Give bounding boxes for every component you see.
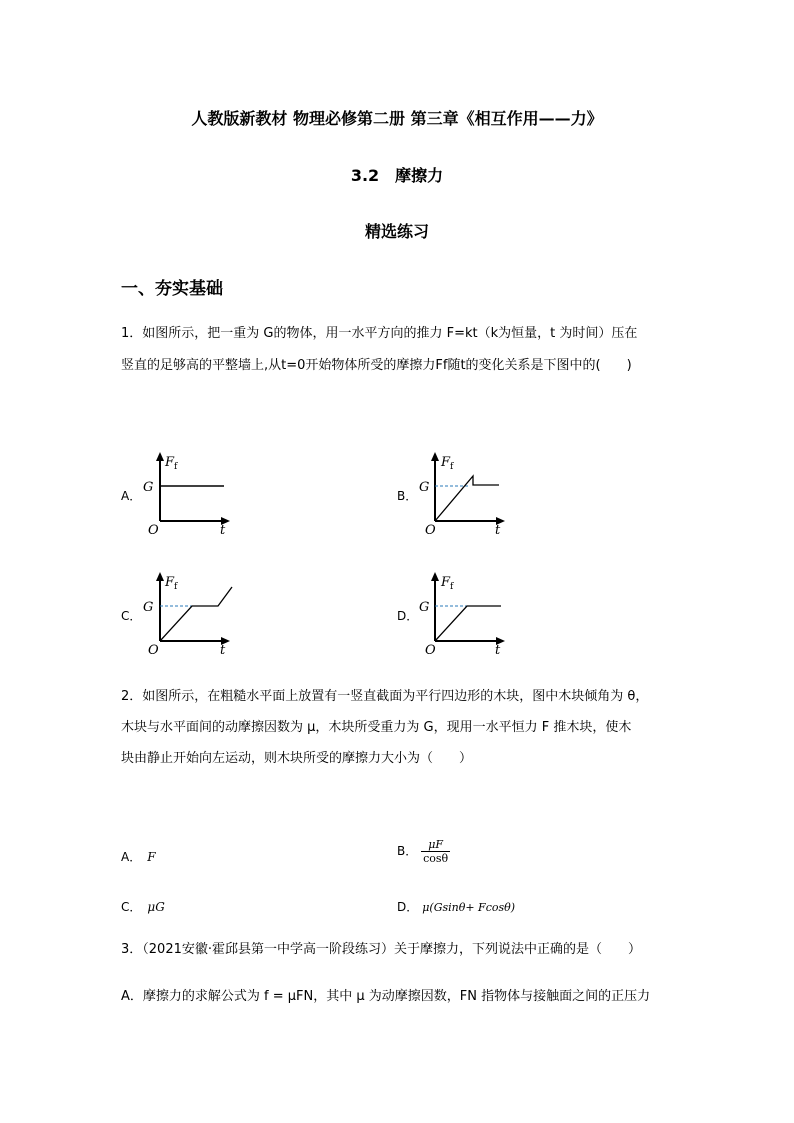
- q1-d-g: G: [419, 600, 430, 615]
- q1-option-b-label: B．: [397, 489, 418, 503]
- q1-c-line: [160, 587, 232, 641]
- q2-option-b-label: B．: [397, 844, 418, 858]
- q1-line1: 1．如图所示，把一重为 G的物体，用一水平方向的推力 F=kt（k为恒量，t 为时间）压在: [121, 326, 638, 341]
- part-heading: 一、夯实基础: [121, 279, 223, 299]
- q1-b-g: G: [419, 480, 430, 495]
- q1-option-a-label: A．: [121, 489, 142, 503]
- q2-option-c: [121, 898, 165, 915]
- q1-b-line: [435, 476, 499, 521]
- section-title: 3.2 摩擦力: [350, 166, 444, 185]
- q1-b-o: O: [425, 523, 436, 538]
- q1-c-g: G: [143, 600, 154, 615]
- q1-option-c-label: C．: [121, 609, 142, 623]
- q2-option-b: [397, 838, 450, 865]
- q1-d-line: [435, 606, 501, 641]
- q1-graph-a: [140, 445, 250, 540]
- q2-option-d: [397, 898, 515, 915]
- q2-line3: 块由静止开始向左运动，则木块所受的摩擦力大小为（ ）: [121, 751, 473, 766]
- q1-c-ff: $F_f$: [165, 575, 178, 592]
- q1-c-o: O: [148, 643, 159, 658]
- q1-a-t: t: [220, 523, 226, 538]
- q3-stem: 3．（2021安徽·霍邱县第一中学高一阶段练习）关于摩擦力，下列说法中正确的是（ ）: [121, 942, 641, 957]
- q1-c-t: t: [220, 643, 226, 658]
- q2-option-d-value: μ(Gsinθ+ Fcosθ): [422, 901, 516, 914]
- q2-option-a-label: A．: [121, 850, 142, 864]
- q2-option-c-value: μG: [147, 900, 165, 914]
- q2-option-a-value: F: [147, 850, 156, 864]
- q1-line2: 竖直的足够高的平整墙上,从t=0开始物体所受的摩擦力Ff随t的变化关系是下图中的( ): [121, 358, 632, 373]
- q1-b-ff: $F_f$: [441, 455, 454, 472]
- q2-option-b-numerator: μF: [421, 838, 450, 852]
- q2-option-b-denominator: cosθ: [423, 852, 449, 865]
- subtitle: 精选练习: [364, 222, 429, 241]
- q1-a-ff: $F_f$: [165, 455, 178, 472]
- q1-graph-d: [415, 565, 525, 660]
- q2-line2: 木块与水平面间的动摩擦因数为 μ，木块所受重力为 G，现用一水平恒力 F 推木块，使木: [121, 720, 632, 735]
- q2-line1: 2．如图所示，在粗糙水平面上放置有一竖直截面为平行四边形的木块，图中木块倾角为 θ，: [121, 689, 649, 704]
- q1-graph-c: [140, 565, 250, 660]
- q1-a-g: G: [143, 480, 154, 495]
- q3-option-a: A．摩擦力的求解公式为 f = μFN，其中 μ 为动摩擦因数，FN 指物体与接触面之间的正压力: [121, 989, 651, 1004]
- q2-option-b-fraction: [421, 838, 450, 865]
- q2-option-c-label: C．: [121, 900, 142, 914]
- document-title: 人教版新教材 物理必修第二册 第三章《相互作用——力》: [191, 109, 603, 128]
- q1-option-d-label: D．: [397, 609, 419, 623]
- q1-d-ff: $F_f$: [441, 575, 454, 592]
- q1-b-t: t: [495, 523, 501, 538]
- q1-a-o: O: [148, 523, 159, 538]
- q1-graph-b: [415, 445, 525, 540]
- q1-d-t: t: [495, 643, 501, 658]
- q2-option-d-label: D．: [397, 900, 419, 914]
- q1-d-o: O: [425, 643, 436, 658]
- q2-option-a: [121, 848, 156, 865]
